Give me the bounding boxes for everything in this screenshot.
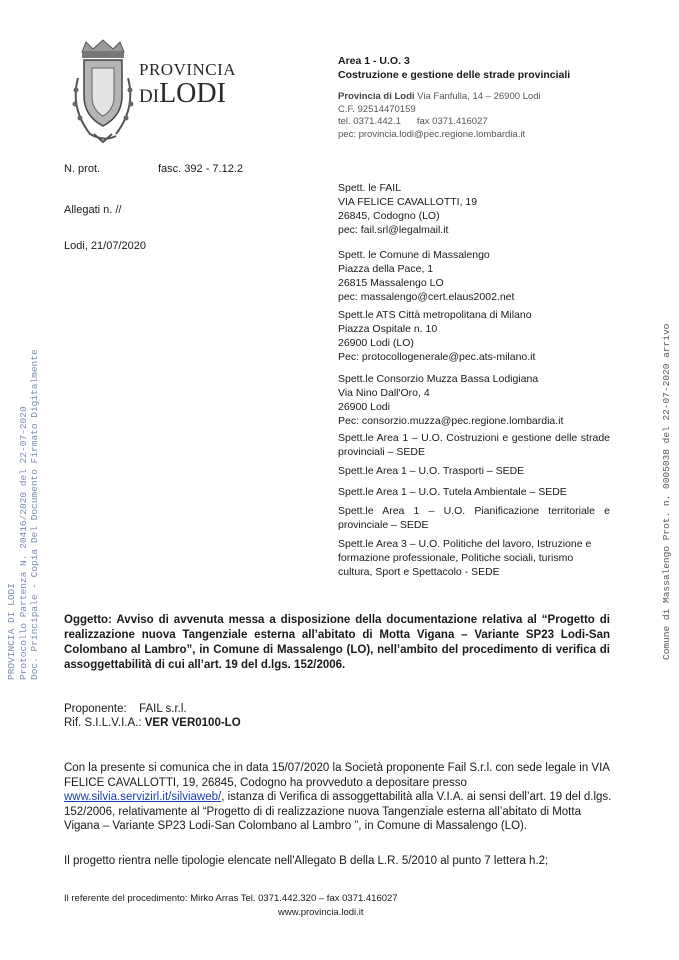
silvia-web-link[interactable]: www.silvia.servizirl.it/silviaweb/ (64, 791, 222, 803)
footer-referente: Il referente del procedimento: Mirko Arras Tel. 0371.442.320 – fax 0371.416027 (64, 893, 398, 904)
letter-date: Lodi, 21/07/2020 (64, 240, 146, 252)
recipient-line: VIA FELICE CAVALLOTTI, 19 (338, 196, 478, 208)
recipient-line: 26845, Codogno (LO) (338, 210, 440, 222)
fascicolo: fasc. 392 - 7.12.2 (158, 163, 243, 175)
recipient-line: 26900 Lodi (LO) (338, 337, 414, 349)
logo-text-lodi: DILODI (139, 78, 226, 109)
protocol-stamp-left (6, 349, 41, 680)
body-text: Con la presente si comunica che in data 15/07/2020 la Società proponente Fail S.r.l. con sede legale in VIA FELICE CAVALLOTTI, 19, 26845, Codogno ha provveduto a depositare presso (64, 762, 610, 789)
proponente-line (64, 702, 616, 717)
rif-silvia-value: VER VER0100-LO (144, 717, 241, 729)
contact-pec: pec: provincia.lodi@pec.regione.lombardia.it (338, 128, 526, 140)
protocol-number-label: N. prot. (64, 163, 101, 175)
recipient-comune (338, 248, 610, 304)
recipient-line: Spett. le FAIL (338, 182, 402, 194)
recipient-line: Piazza della Pace, 1 (338, 263, 434, 275)
body-paragraph-2: Il progetto rientra nelle tipologie elencate nell'Allegato B della L.R. 5/2010 al punto 7 lettera h.2; (64, 855, 549, 867)
contact-block (338, 91, 541, 141)
stamp-line: PROVINCIA DI LODI (6, 583, 17, 680)
recipient-line: Spett.le Consorzio Muzza Bassa Lodigiana (338, 373, 539, 385)
recipient-line: pec: fail.srl@legalmail.it (338, 224, 449, 236)
contact-cf: C.F. 92514470159 (338, 103, 416, 115)
rif-silvia-label: Rif. S.I.L.V.I.A.: (64, 717, 142, 729)
recipient-ats (338, 308, 610, 364)
rif-silvia-line (64, 716, 616, 731)
recipient-line: Pec: protocollogenerale@pec.ats-milano.it (338, 351, 536, 363)
area-header (338, 54, 570, 82)
body-text: , istanza di Verifica di assoggettabilità alla V.I.A. ai sensi dell’art. 19 del d.lgs. 152/2006, relativamente al “Progetto di di realizzazione nuova Tangenziale esterna all’abitato di Motta Vigana – Variante SP23 Lodi-San Colombano al Lambro ”, in Comune di Massalengo (LO). (64, 791, 612, 832)
recipient-area3-politiche: Spett.le Area 3 – U.O. Politiche del lavoro, Istruzione e formazione professionale, Politiche sociali, turismo cultura, Sport e Spettacolo - SEDE (338, 538, 592, 578)
recipient-line: 26900 Lodi (338, 401, 390, 413)
area-title: Area 1 - U.O. 3 (338, 55, 410, 67)
recipient-line: Spett. le Comune di Massalengo (338, 249, 490, 261)
stamp-line: Doc. Principale - Copia Del Documento Firmato Digitalmente (29, 349, 40, 680)
recipient-area1-tutela: Spett.le Area 1 – U.O. Tutela Ambientale – SEDE (338, 486, 567, 498)
body-paragraph-1 (64, 761, 616, 834)
recipient-consorzio (338, 372, 610, 428)
area-subtitle: Costruzione e gestione delle strade provinciali (338, 69, 571, 81)
proponente-label: Proponente: (64, 703, 127, 715)
recipient-area1-trasporti: Spett.le Area 1 – U.O. Trasporti – SEDE (338, 465, 525, 477)
recipient-fail (338, 181, 610, 237)
recipient-line: pec: massalengo@cert.elaus2002.net (338, 291, 515, 303)
recipient-line: Via Nino Dall'Oro, 4 (338, 387, 430, 399)
recipient-line: Pec: consorzio.muzza@pec.regione.lombardia.it (338, 415, 564, 427)
recipient-line: Piazza Ospitale n. 10 (338, 323, 438, 335)
recipient-line: Spett.le ATS Città metropolitana di Milano (338, 309, 532, 321)
protocol-stamp-right: Comune di Massalengo Prot. n. 0005038 del 22-07-2020 arrivo (661, 323, 672, 660)
contact-org: Provincia di Lodi (338, 91, 415, 102)
recipient-area1-pianificazione: Spett.le Area 1 – U.O. Pianificazione territoriale e provinciale – SEDE (338, 505, 610, 531)
proponente-value: FAIL s.r.l. (139, 703, 187, 715)
logo-text-provincia: PROVINCIA (139, 60, 237, 79)
coat-of-arms-icon (68, 38, 138, 148)
subject-paragraph: Oggetto: Avviso di avvenuta messa a disposizione della documentazione relativa al “Progetto di realizzazione nuova Tangenziale esterna all’abitato di Motta Vigana – Variante SP23 Lodi-San Colombano al Lambro”, in Comune di Massalengo (LO), nell’ambito del procedimento di verifica di assoggettabilità di cui all’art. 19 del d.lgs. 152/2006. (64, 614, 610, 671)
recipient-line: 26815 Massalengo LO (338, 277, 444, 289)
contact-address: Via Fanfulla, 14 – 26900 Lodi (414, 91, 541, 102)
allegati: Allegati n. // (64, 204, 122, 216)
contact-fax: fax 0371.416027 (416, 116, 488, 127)
stamp-line: Protocollo Partenza N. 20416/2020 del 22-07-2020 (17, 406, 29, 680)
footer-website[interactable]: www.provincia.lodi.it (278, 907, 364, 918)
contact-tel: tel. 0371.442.1 (338, 116, 401, 127)
recipient-area1-costruzioni: Spett.le Area 1 – U.O. Costruzioni e gestione delle strade provinciali – SEDE (338, 432, 610, 458)
